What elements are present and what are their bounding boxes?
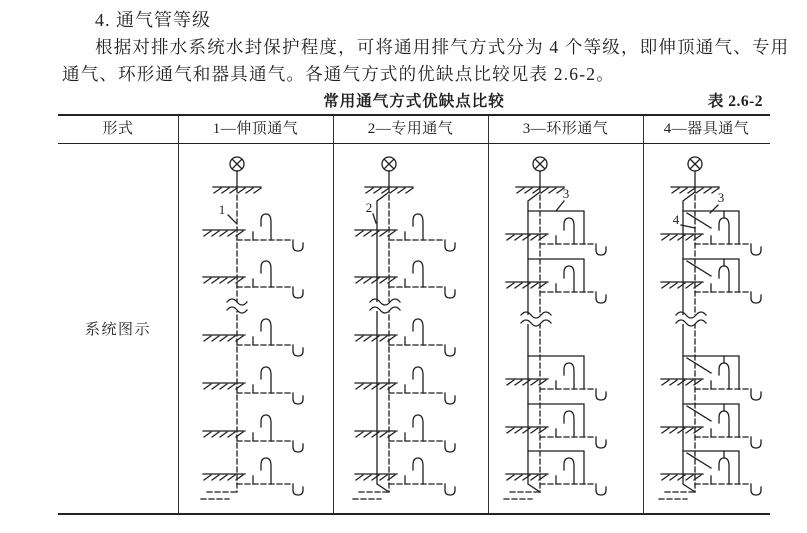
svg-text:4: 4 (672, 212, 680, 227)
col-header-stack-vent: 1—伸顶通气 (212, 121, 299, 137)
col-header-fixture-vent: 4—器具通气 (663, 121, 750, 137)
vent-comparison-table (58, 114, 770, 515)
paragraph-line-1: 根据对排水系统水封保护程度，可将通用排气方式分为 4 个等级，即伸顶通气、专用 (95, 37, 790, 57)
diagram-dedicated-vent (333, 143, 488, 513)
diagram-loop-vent (488, 143, 643, 513)
diagram-fixture-vent (643, 143, 801, 513)
diagram-stack-vent (178, 143, 333, 513)
table-number: 表 2.6-2 (707, 93, 763, 110)
col-header-dedicated-vent: 2—专用通气 (367, 121, 454, 137)
row-label-system-diagram: 系统图示 (84, 321, 151, 338)
section-heading: 4. 通气管等级 (95, 10, 211, 30)
svg-text:1: 1 (218, 202, 226, 217)
table-title: 常用通气方式优缺点比较 (323, 93, 505, 110)
svg-text:2: 2 (365, 200, 373, 215)
svg-text:3: 3 (562, 186, 570, 201)
col-header-form: 形式 (102, 121, 134, 137)
svg-text:3: 3 (717, 190, 725, 205)
col-header-loop-vent: 3—环形通气 (522, 121, 609, 137)
paragraph-line-2: 通气、环形通气和器具通气。各通气方式的优缺点比较见表 2.6-2。 (62, 64, 615, 84)
